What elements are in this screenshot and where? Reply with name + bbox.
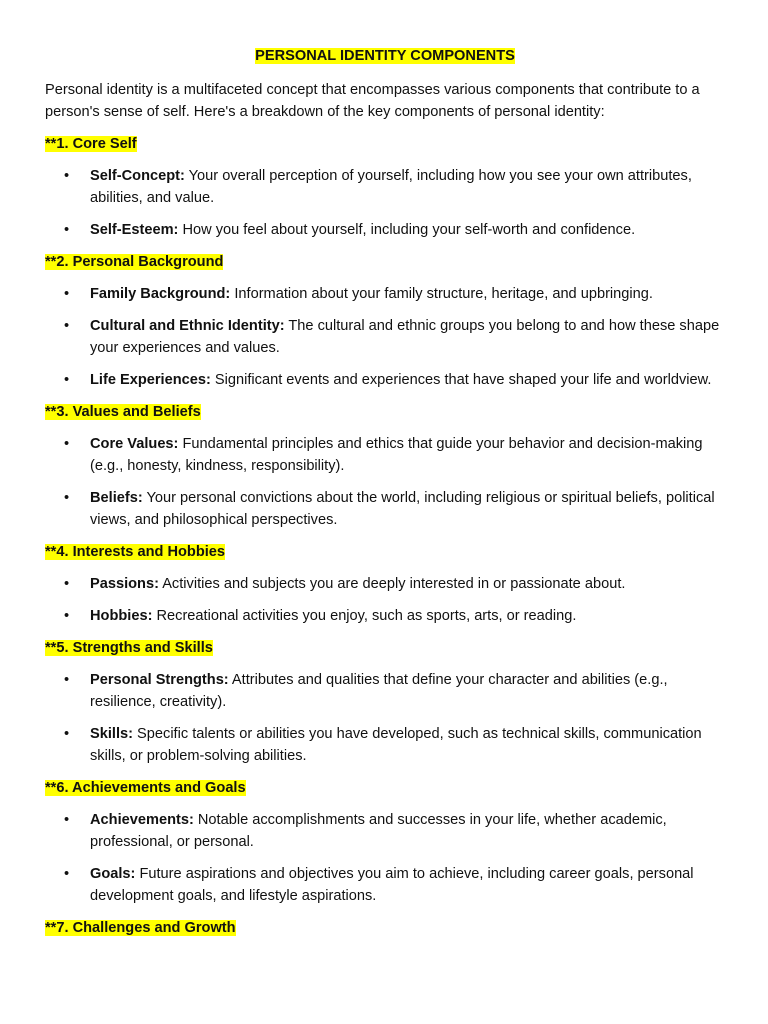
bullet-icon: • xyxy=(64,436,70,452)
section-heading xyxy=(45,251,725,273)
section-heading-text: **6. Achievements and Goals xyxy=(45,780,246,796)
item-description: Information about your family structure, heritage, and upbringing. xyxy=(230,286,653,302)
bullet-icon: • xyxy=(64,286,70,302)
item-term: Life Experiences: xyxy=(90,372,211,388)
bullet-icon: • xyxy=(64,866,70,882)
item-term: Passions: xyxy=(90,576,159,592)
bullet-list xyxy=(45,809,725,907)
bullet-icon: • xyxy=(64,372,70,388)
item-term: Beliefs: xyxy=(90,490,143,506)
list-item xyxy=(45,723,725,767)
section-heading-text: **1. Core Self xyxy=(45,136,137,152)
item-term: Skills: xyxy=(90,726,133,742)
item-description: Significant events and experiences that have shaped your life and worldview. xyxy=(210,372,712,388)
item-description: How you feel about yourself, including your self-worth and confidence. xyxy=(178,222,636,238)
section-heading xyxy=(45,917,725,939)
bullet-icon: • xyxy=(64,608,70,624)
list-item xyxy=(45,219,725,241)
list-item xyxy=(45,605,725,627)
list-item xyxy=(45,669,725,713)
item-term: Self-Esteem: xyxy=(90,222,179,238)
document-title: PERSONAL IDENTITY COMPONENTS xyxy=(255,48,515,64)
document-page xyxy=(45,45,725,949)
item-term: Goals: xyxy=(90,866,136,882)
list-item xyxy=(45,315,725,359)
list-item xyxy=(45,487,725,531)
item-description: Specific talents or abilities you have developed, such as technical skills, communication skills, or problem-solving abilities. xyxy=(90,726,702,764)
sections-container xyxy=(45,133,725,939)
bullet-icon: • xyxy=(64,576,70,592)
item-term: Family Background: xyxy=(90,286,231,302)
item-term: Personal Strengths: xyxy=(90,672,229,688)
bullet-icon: • xyxy=(64,168,70,184)
item-description: The cultural and ethnic groups you belong to and how these shape your experiences and values. xyxy=(90,318,720,356)
item-description: Recreational activities you enjoy, such as sports, arts, or reading. xyxy=(152,608,577,624)
bullet-list xyxy=(45,283,725,391)
section-heading xyxy=(45,777,725,799)
list-item xyxy=(45,165,725,209)
item-description: Your overall perception of yourself, including how you see your own attributes, abilities, and value. xyxy=(90,168,692,206)
bullet-icon: • xyxy=(64,726,70,742)
bullet-icon: • xyxy=(64,672,70,688)
item-term: Cultural and Ethnic Identity: xyxy=(90,318,285,334)
section-heading xyxy=(45,133,725,155)
section-heading-text: **5. Strengths and Skills xyxy=(45,640,213,656)
item-term: Hobbies: xyxy=(90,608,153,624)
bullet-icon: • xyxy=(64,318,70,334)
bullet-icon: • xyxy=(64,222,70,238)
item-term: Self-Concept: xyxy=(90,168,185,184)
bullet-icon: • xyxy=(64,812,70,828)
section-heading xyxy=(45,541,725,563)
list-item xyxy=(45,863,725,907)
intro-paragraph: Personal identity is a multifaceted concept that encompasses various components that contribute to a person's sense of self. Here's a breakdown of the key components of personal identity: xyxy=(45,82,700,120)
item-term: Achievements: xyxy=(90,812,194,828)
bullet-list xyxy=(45,433,725,531)
item-description: Notable accomplishments and successes in your life, whether academic, professional, or personal. xyxy=(90,812,667,850)
bullet-icon: • xyxy=(64,490,70,506)
section-heading-text: **2. Personal Background xyxy=(45,254,224,270)
list-item xyxy=(45,573,725,595)
list-item xyxy=(45,809,725,853)
item-term: Core Values: xyxy=(90,436,179,452)
item-description: Attributes and qualities that define your character and abilities (e.g., resilience, creativity). xyxy=(90,672,668,710)
document-title-block xyxy=(45,45,725,67)
section-heading-text: **7. Challenges and Growth xyxy=(45,920,236,936)
bullet-list xyxy=(45,573,725,627)
bullet-list xyxy=(45,165,725,241)
section-heading-text: **3. Values and Beliefs xyxy=(45,404,201,420)
list-item xyxy=(45,283,725,305)
item-description: Fundamental principles and ethics that guide your behavior and decision-making (e.g., honesty, kindness, responsibility). xyxy=(90,436,703,474)
bullet-list xyxy=(45,669,725,767)
item-description: Activities and subjects you are deeply interested in or passionate about. xyxy=(158,576,626,592)
section-heading xyxy=(45,637,725,659)
section-heading xyxy=(45,401,725,423)
item-description: Future aspirations and objectives you aim to achieve, including career goals, personal development goals, and lifestyle aspirations. xyxy=(90,866,694,904)
list-item xyxy=(45,369,725,391)
section-heading-text: **4. Interests and Hobbies xyxy=(45,544,226,560)
item-description: Your personal convictions about the world, including religious or spiritual beliefs, political views, and philosophical perspectives. xyxy=(90,490,715,528)
list-item xyxy=(45,433,725,477)
